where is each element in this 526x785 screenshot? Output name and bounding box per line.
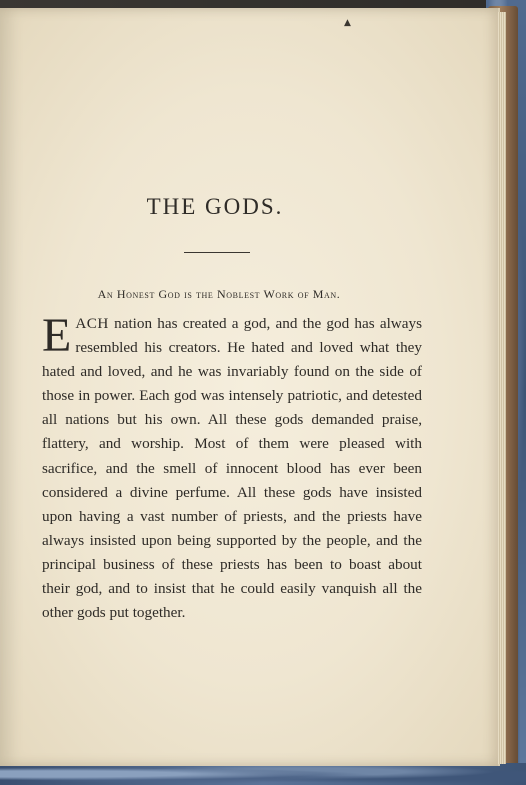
book-page <box>0 8 500 766</box>
drop-cap: E <box>42 309 72 362</box>
marbled-bottom-edge <box>0 763 526 785</box>
title-rule <box>184 252 250 253</box>
chapter-paragraph <box>42 309 422 625</box>
chapter-title: THE GODS. <box>146 194 284 219</box>
page-edges <box>498 12 506 764</box>
first-word: ACH <box>75 315 109 332</box>
paragraph-text: nation has created a god, and the god has always resembled his creators. He hated and loved what they hated and loved, and he was invariably found on the side of those in power. Each god was intensely patriotic, and detested all nations but his own. All these gods demanded praise, flattery, and worship. Most of them were pleased with sacrifice, and the smell of innocent blood has ever been considered a divine perfume. All these gods have insisted upon having a vast number of priests, and the priests have always insisted upon being supported by the people, and the principal business of these priests has been to boast about their god, and to insist that he could easily vanquish all the other gods put together. <box>42 315 422 622</box>
chapter-epigraph: An Honest God is the Noblest Work of Man. <box>97 287 341 301</box>
printer-mark: ▲ <box>344 18 351 28</box>
